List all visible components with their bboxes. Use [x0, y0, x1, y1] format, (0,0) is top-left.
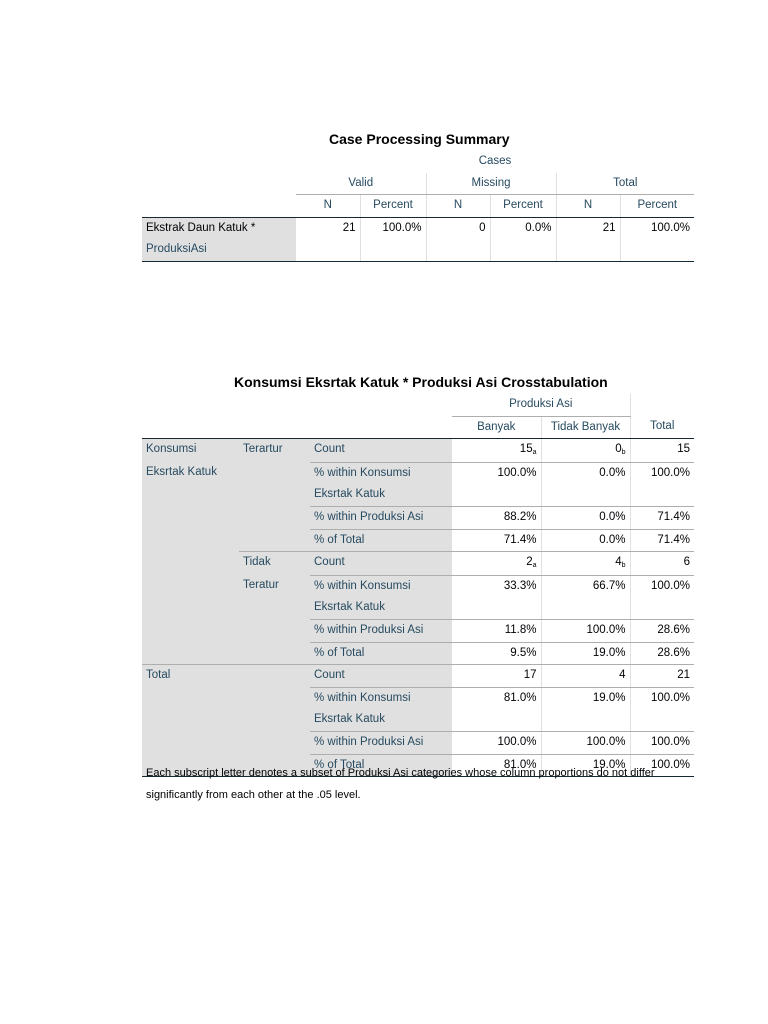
valid-n: 21	[342, 221, 356, 234]
cell-banyak: 9.5%	[452, 642, 541, 665]
cell-banyak: 11.8%	[452, 619, 541, 642]
col-header-banyak: Banyak	[452, 416, 541, 439]
cell-total: 100.0%	[630, 754, 694, 777]
cell-banyak: 81.0%	[503, 691, 537, 704]
col-header-total: Total	[630, 416, 694, 439]
row-label: Ekstrak Daun Katuk *	[142, 217, 296, 239]
group-label-terartur: Terartur	[239, 439, 310, 463]
cell-tidak-banyak: 0.0%	[541, 506, 630, 529]
valid-percent: 100.0%	[360, 217, 426, 239]
cell-total: 71.4%	[630, 506, 694, 529]
missing-percent: 0.0%	[490, 217, 556, 239]
cell-tidak-banyak: 19.0%	[541, 642, 630, 665]
stat-label: % within Produksi Asi	[310, 619, 452, 642]
missing-n: 0	[426, 217, 490, 239]
total-n: 21	[556, 217, 620, 239]
total-header: Total	[556, 173, 694, 195]
cell-tidak-banyak: 19.0%	[541, 754, 630, 777]
row-label-continued: ProduksiAsi	[142, 239, 296, 261]
stat-label: Count	[310, 552, 452, 576]
row-variable-label-continued: Eksrtak Katuk	[142, 462, 239, 484]
col-header-n: N	[426, 195, 490, 218]
cell-banyak: $15_a$	[452, 439, 541, 463]
cases-header: Cases	[478, 155, 512, 167]
cell-tidak-banyak: 19.0%	[541, 687, 630, 709]
cell-total: 28.6%	[630, 642, 694, 665]
cell-total: 100.0%	[630, 687, 694, 709]
cell-banyak: 88.2%	[452, 506, 541, 529]
stat-label: Count	[310, 665, 452, 688]
cell-tidak-banyak: 4	[541, 665, 630, 688]
group-label-tidak-teratur: Tidak	[239, 552, 310, 576]
stat-label: % of Total	[310, 529, 452, 552]
cell-tidak-banyak: 0.0%	[541, 529, 630, 552]
stat-label: % within Konsumsi	[310, 687, 452, 709]
group-label-continued	[239, 462, 310, 484]
cell-banyak: 71.4%	[452, 529, 541, 552]
col-header-percent: Percent	[620, 195, 694, 218]
missing-header: Missing	[426, 173, 556, 195]
stat-label: % within Konsumsi	[310, 575, 452, 597]
cell-banyak: $2_a$	[452, 552, 541, 576]
col-header-percent: Percent	[490, 195, 556, 218]
cell-banyak: 33.3%	[503, 579, 537, 592]
cell-tidak-banyak: $0_b$	[541, 439, 630, 463]
col-header-n: N	[556, 195, 620, 218]
cell-banyak: 100.0%	[497, 466, 537, 479]
cell-total: 15	[630, 439, 694, 463]
cell-total: 28.6%	[630, 619, 694, 642]
total-row-label: Total	[142, 665, 310, 688]
cell-banyak: 100.0%	[452, 731, 541, 754]
stat-label-continued: Eksrtak Katuk	[310, 597, 452, 619]
stat-label: % of Total	[310, 754, 452, 777]
cell-tidak-banyak: 66.7%	[541, 575, 630, 597]
stat-label-continued: Eksrtak Katuk	[310, 709, 452, 731]
cell-tidak-banyak: $4_b$	[541, 552, 630, 576]
cell-total: 100.0%	[630, 575, 694, 597]
crosstabulation-table	[142, 394, 694, 777]
cell-total: 100.0%	[630, 731, 694, 754]
stat-label: % within Konsumsi	[310, 462, 452, 484]
summary-title: Case Processing Summary	[329, 131, 510, 147]
cell-tidak-banyak: 100.0%	[541, 619, 630, 642]
case-processing-summary-table	[142, 151, 694, 262]
cell-total: 100.0%	[630, 462, 694, 484]
cell-banyak: 81.0%	[452, 754, 541, 777]
cell-tidak-banyak: 0.0%	[541, 462, 630, 484]
cell-banyak: 17	[452, 665, 541, 688]
cell-total: 21	[630, 665, 694, 688]
produksi-asi-header: Produksi Asi	[452, 394, 630, 416]
stat-label: % of Total	[310, 642, 452, 665]
stat-label: % within Produksi Asi	[310, 731, 452, 754]
cell-tidak-banyak: 100.0%	[541, 731, 630, 754]
group-label-continued: Teratur	[239, 575, 310, 597]
col-header-percent: Percent	[360, 195, 426, 218]
stat-label: Count	[310, 439, 452, 463]
valid-header: Valid	[296, 173, 426, 195]
crosstab-title: Konsumsi Eksrtak Katuk * Produksi Asi Crosstabulation	[234, 374, 608, 390]
col-header-tidak-banyak: Tidak Banyak	[541, 416, 630, 439]
cell-total: 71.4%	[630, 529, 694, 552]
row-variable-label: Konsumsi	[142, 439, 239, 463]
total-percent: 100.0%	[620, 217, 694, 239]
col-header-n: N	[296, 195, 360, 218]
crosstab-footnote: Each subscript letter denotes a subset of Produksi Asi categories whose column proportions do not differ significantly from each other at the .05 level.	[146, 767, 655, 801]
cell-total: 6	[630, 552, 694, 576]
stat-label: % within Produksi Asi	[310, 506, 452, 529]
stat-label-continued: Eksrtak Katuk	[310, 484, 452, 506]
